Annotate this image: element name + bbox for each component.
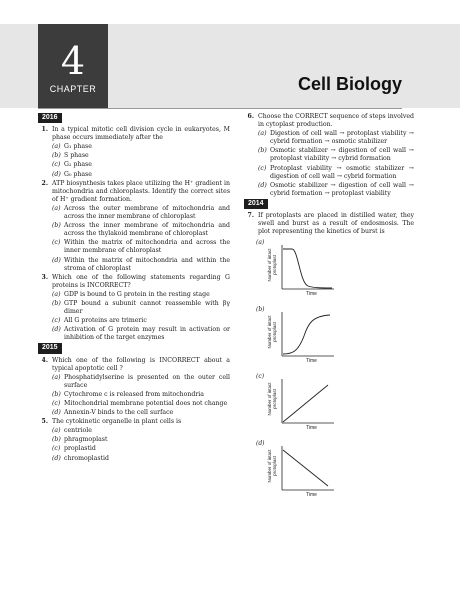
graph-label: (b) <box>256 306 265 314</box>
option <box>52 152 230 160</box>
option-text: chromoplastid <box>64 454 109 462</box>
option <box>52 409 230 417</box>
question-number: 6. <box>247 113 254 120</box>
option <box>52 222 230 238</box>
option-label: (a) <box>258 130 267 138</box>
question-text: The cytokinetic organelle in plant cells is <box>52 418 182 426</box>
y-label-line2: protoplast <box>272 456 277 477</box>
question-text: ATP biosynthesis takes place utilizing the H⁺ gradient in mitochondria and chloroplasts. Identify the correct sites of H⁺ gradient formation. <box>52 179 230 203</box>
y-axis-label <box>262 247 277 287</box>
year-badge-2014: 2014 <box>244 199 268 209</box>
question-text: If protoplasts are placed in distilled water, they swell and burst as a result of endosmosis. The plot representing the kinetics of burst is <box>258 212 414 236</box>
option <box>52 326 230 342</box>
option-label: (b) <box>52 222 61 230</box>
option-label: (b) <box>52 436 61 444</box>
y-label-line2: protoplast <box>272 389 277 410</box>
option <box>258 147 414 163</box>
question-1 <box>38 126 230 142</box>
option-label: (c) <box>52 400 61 407</box>
question-4 <box>38 357 230 373</box>
graph-label: (c) <box>256 373 265 381</box>
option <box>52 455 230 463</box>
question-text: Which one of the following statements regarding G proteins is INCORRECT? <box>52 273 230 289</box>
option <box>52 239 230 255</box>
option-label: (a) <box>52 143 61 151</box>
y-label-line1: Number of intact <box>267 315 272 349</box>
graph-d <box>244 440 414 504</box>
option-label: (d) <box>52 256 61 264</box>
option <box>52 317 230 325</box>
option-label: (d) <box>52 409 61 417</box>
option-label: (d) <box>258 181 267 189</box>
option <box>52 300 230 316</box>
question-text: Which one of the following is INCORRECT about a typical apoptotic cell ? <box>52 356 230 372</box>
curve <box>283 315 330 354</box>
option <box>52 400 230 408</box>
option <box>52 257 230 273</box>
option-label: (c) <box>52 317 61 325</box>
option <box>52 143 230 151</box>
question-6 <box>244 113 414 129</box>
option-text: Activation of G protein may result in activation or inhibition of the target enzymes <box>64 326 230 342</box>
year-badge-2016: 2016 <box>38 113 62 123</box>
option-label: (c) <box>52 239 61 247</box>
question-number: 2. <box>41 179 48 187</box>
option-label: (b) <box>52 390 61 398</box>
option <box>52 161 230 169</box>
option-text: Protoplast viability → osmotic stabilizer → digestion of cell wall → cybrid formation <box>270 164 414 180</box>
question-number: 4. <box>41 356 48 364</box>
y-axis-label <box>262 314 277 354</box>
option-label: (a) <box>52 204 61 212</box>
y-label-line1: Number of intact <box>267 248 272 282</box>
graph-a <box>244 239 414 303</box>
option-text: Within the matrix of mitochondria and within the stroma of chloroplast <box>64 256 230 272</box>
option-label: (d) <box>52 170 61 178</box>
x-axis-label: Time <box>306 358 317 365</box>
y-label-line2: protoplast <box>272 322 277 343</box>
chapter-number: 4 <box>60 39 86 83</box>
graph-c <box>244 373 414 437</box>
question-7 <box>244 212 414 236</box>
option-text: G₁ phase <box>64 143 92 151</box>
option-label: (b) <box>52 299 61 307</box>
y-label-line1: Number of intact <box>267 382 272 416</box>
option-label: (d) <box>52 326 61 334</box>
option-label: (a) <box>52 290 61 298</box>
option <box>52 291 230 299</box>
question-number: 7. <box>247 212 254 220</box>
option-text: Osmotic stabilizer → digestion of cell wall → protoplast viability → cybrid formation <box>270 147 414 163</box>
option-text: Digestion of cell wall → protoplast viability → cybrid formation → osmotic stabilizer <box>270 130 414 146</box>
question-number: 5. <box>41 418 48 426</box>
graph-label: (d) <box>256 440 265 448</box>
header-rule <box>38 108 402 109</box>
option <box>52 374 230 390</box>
left-column <box>38 112 230 463</box>
y-label-line1: Number of intact <box>267 449 272 483</box>
option-text: GTP bound a subunit cannot reassemble with βγ dimer <box>64 299 230 316</box>
option-text: S phase <box>64 152 89 160</box>
option-text: Osmotic stabilizer → digestion of cell wall → cybrid formation → protoplast viability <box>270 181 414 197</box>
option <box>52 436 230 444</box>
y-axis-label <box>262 448 277 488</box>
question-text: Choose the CORRECT sequence of steps involved in cytoplast production. <box>258 113 414 129</box>
right-column <box>244 112 414 504</box>
option-text: Within the matrix of mitochondria and across the inner membrane of chloroplast <box>64 239 230 255</box>
chapter-badge <box>38 24 108 108</box>
question-text: In a typical mitotic cell division cycle in eukaryotes, M phase occurs immediately after the <box>52 126 230 142</box>
option-text: GDP is bound to G protein in the resting stage <box>64 290 210 298</box>
option-label: (a) <box>52 373 61 381</box>
graph-label: (a) <box>256 239 265 247</box>
curve <box>283 249 332 288</box>
y-axis-label <box>262 381 277 421</box>
option-text: Phosphatidylserine is presented on the outer cell surface <box>64 373 230 389</box>
option <box>258 182 414 198</box>
option-label: (a) <box>52 427 61 435</box>
option <box>52 171 230 179</box>
option-label: (c) <box>52 161 61 169</box>
option-text: Mitochondrial membrane potential does not change <box>64 400 228 407</box>
graph-b <box>244 306 414 370</box>
curve <box>283 450 328 486</box>
year-badge-2015: 2015 <box>38 343 62 353</box>
option <box>258 165 414 181</box>
option <box>52 205 230 221</box>
option-label: (c) <box>52 445 61 453</box>
option-label: (b) <box>258 147 267 155</box>
question-number: 1. <box>41 126 48 134</box>
option <box>52 391 230 399</box>
option-text: All G proteins are trimeric <box>64 317 147 325</box>
chapter-title: Cell Biology <box>297 74 402 94</box>
x-axis-label: Time <box>306 425 317 432</box>
x-axis-label: Time <box>306 492 317 499</box>
option-text: centriole <box>64 427 92 435</box>
option-text: proplastid <box>64 445 96 453</box>
option <box>258 130 414 146</box>
x-axis-label: Time <box>306 291 317 298</box>
option-text: Across the outer membrane of mitochondria and across the inner membrane of chloroplast <box>64 204 230 221</box>
question-5 <box>38 418 230 426</box>
option-text: Annexin-V binds to the cell surface <box>64 409 174 417</box>
curve <box>283 385 328 422</box>
option-label: (d) <box>52 454 61 462</box>
option <box>52 445 230 453</box>
option-text: G₂ phase <box>64 161 92 169</box>
chapter-word: CHAPTER <box>49 84 97 94</box>
question-2 <box>38 180 230 204</box>
question-number: 3. <box>41 273 48 281</box>
option-text: Across the inner membrane of mitochondria and across the thylakoid membrane of chloroplast <box>64 222 230 238</box>
option-text: phragmoplast <box>64 436 108 444</box>
option-text: G₀ phase <box>64 170 92 178</box>
option-text: Cytochrome c is released from mitochondria <box>64 390 204 398</box>
question-3 <box>38 274 230 290</box>
option <box>52 427 230 435</box>
option-label: (b) <box>52 152 61 160</box>
y-label-line2: protoplast <box>272 255 277 276</box>
option-label: (c) <box>258 164 267 172</box>
